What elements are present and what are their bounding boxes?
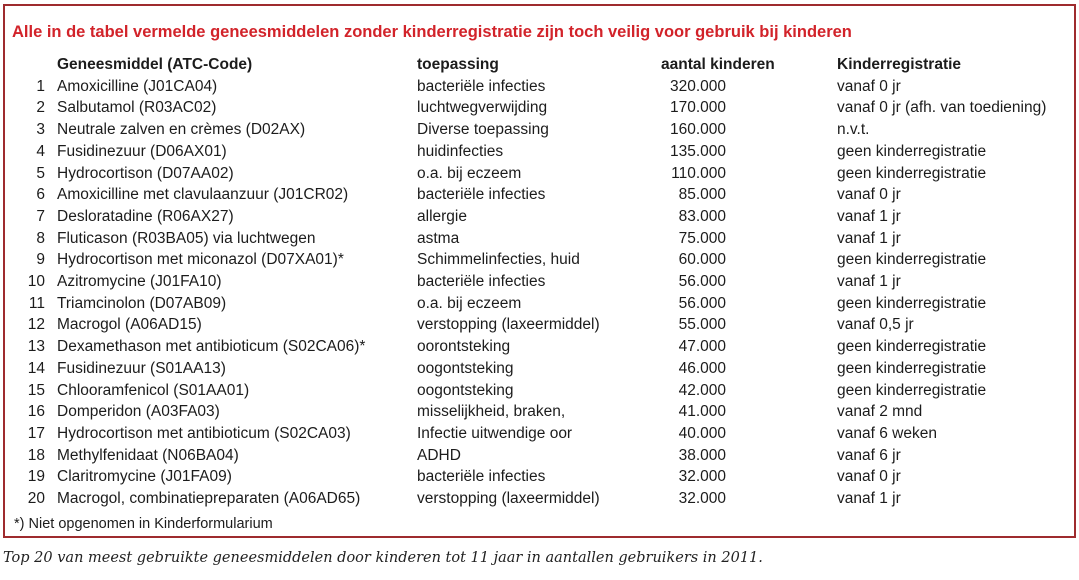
table-row (5, 228, 1074, 250)
registration: vanaf 0 jr (837, 77, 901, 95)
drug-name: Neutrale zalven en crèmes (D02AX) (57, 121, 306, 139)
table-row (5, 271, 1074, 293)
table-body (5, 76, 1074, 510)
child-count: 56.000 (678, 294, 726, 312)
table-row (5, 184, 1074, 206)
row-gap (45, 445, 57, 467)
application: bacteriële infecties (417, 273, 546, 291)
row-number: 3 (36, 121, 45, 139)
table-row (5, 76, 1074, 98)
drug-name: Fusidinezuur (D06AX01) (57, 142, 227, 160)
child-count: 42.000 (678, 381, 726, 399)
registration: vanaf 1 jr (837, 229, 901, 247)
child-count: 32.000 (678, 468, 726, 486)
drug-name: Macrogol, combinatiepreparaten (A06AD65) (57, 490, 361, 508)
row-number: 5 (36, 164, 45, 182)
application: luchtwegverwijding (417, 99, 548, 117)
application: ADHD (417, 446, 461, 464)
row-gap (45, 76, 57, 98)
column-header-geneesmiddel: Geneesmiddel (ATC-Code) (57, 56, 253, 73)
table-row (5, 358, 1074, 380)
row-gap (45, 184, 57, 206)
application: bacteriële infecties (417, 468, 546, 486)
registration: vanaf 0 jr (837, 186, 901, 204)
application: Diverse toepassing (417, 121, 549, 139)
row-number: 8 (36, 229, 45, 247)
drug-name: Methylfenidaat (N06BA04) (57, 446, 239, 464)
row-number: 9 (36, 251, 45, 269)
registration: vanaf 2 mnd (837, 403, 923, 421)
registration: vanaf 6 jr (837, 446, 901, 464)
table-row (5, 141, 1074, 163)
drug-name: Salbutamol (R03AC02) (57, 99, 217, 117)
child-count: 55.000 (678, 316, 726, 334)
row-gap (45, 358, 57, 380)
drug-name: Fluticason (R03BA05) via luchtwegen (57, 229, 316, 247)
row-gap (45, 271, 57, 293)
child-count: 170.000 (669, 99, 726, 117)
column-header-kinderregistratie: Kinderregistratie (837, 56, 962, 73)
row-gap (45, 401, 57, 423)
row-number: 17 (27, 424, 45, 442)
drug-name: Domperidon (A03FA03) (57, 403, 220, 421)
application: astma (417, 229, 460, 247)
drug-name: Macrogol (A06AD15) (57, 316, 202, 334)
row-gap (45, 206, 57, 228)
child-count: 40.000 (678, 424, 726, 442)
application: allergie (417, 207, 467, 225)
drug-name: Chlooramfenicol (S01AA01) (57, 381, 250, 399)
table-row (5, 97, 1074, 119)
child-count: 38.000 (678, 446, 726, 464)
row-number: 15 (27, 381, 45, 399)
row-number: 14 (27, 359, 45, 377)
column-header-toepassing: toepassing (417, 56, 499, 73)
registration: vanaf 1 jr (837, 273, 901, 291)
drug-name: Triamcinolon (D07AB09) (57, 294, 227, 312)
row-gap (45, 380, 57, 402)
application: o.a. bij eczeem (417, 294, 522, 312)
row-number: 6 (36, 186, 45, 204)
row-gap (45, 466, 57, 488)
application: verstopping (laxeermiddel) (417, 490, 600, 508)
row-gap (45, 228, 57, 250)
child-count: 47.000 (678, 338, 726, 356)
child-count: 41.000 (678, 403, 726, 421)
row-gap (45, 314, 57, 336)
drug-name: Dexamethason met antibioticum (S02CA06)* (57, 338, 366, 356)
drug-name: Amoxicilline (J01CA04) (57, 77, 218, 95)
registration: vanaf 0 jr (837, 468, 901, 486)
drug-name: Hydrocortison met miconazol (D07XA01)* (57, 251, 344, 269)
child-count: 46.000 (678, 359, 726, 377)
table-row (5, 293, 1074, 315)
registration: vanaf 0 jr (afh. van toediening) (837, 99, 1047, 117)
row-gap (45, 423, 57, 445)
row-number: 4 (36, 142, 45, 160)
row-number: 11 (28, 294, 45, 312)
child-count: 56.000 (678, 273, 726, 291)
row-number: 18 (27, 446, 45, 464)
application: oogontsteking (417, 381, 514, 399)
table-row (5, 336, 1074, 358)
table-row (5, 466, 1074, 488)
registration: n.v.t. (837, 121, 870, 139)
table-row (5, 206, 1074, 228)
table-row (5, 380, 1074, 402)
application: o.a. bij eczeem (417, 164, 522, 182)
drug-name: Fusidinezuur (S01AA13) (57, 359, 226, 377)
registration: geen kinderregistratie (837, 359, 987, 377)
child-count: 135.000 (669, 142, 726, 160)
registration: geen kinderregistratie (837, 294, 987, 312)
child-count: 320.000 (669, 77, 726, 95)
registration: vanaf 1 jr (837, 490, 901, 508)
application: bacteriële infecties (417, 186, 546, 204)
application: oogontsteking (417, 359, 514, 377)
child-count: 83.000 (678, 207, 726, 225)
application: verstopping (laxeermiddel) (417, 316, 600, 334)
table-row (5, 488, 1074, 510)
child-count: 32.000 (678, 490, 726, 508)
row-gap (45, 293, 57, 315)
table-row (5, 119, 1074, 141)
drug-name: Amoxicilline met clavulaanzuur (J01CR02) (57, 186, 349, 204)
row-number: 19 (27, 468, 45, 486)
header-gap (45, 54, 57, 76)
registration: vanaf 1 jr (837, 207, 901, 225)
table-row (5, 401, 1074, 423)
row-gap (45, 97, 57, 119)
row-number: 7 (36, 207, 45, 225)
registration: geen kinderregistratie (837, 338, 987, 356)
row-number: 13 (27, 338, 45, 356)
row-gap (45, 249, 57, 271)
application: bacteriële infecties (417, 77, 546, 95)
table-header-row (5, 54, 1074, 76)
row-gap (45, 336, 57, 358)
registration: geen kinderregistratie (837, 251, 987, 269)
row-number: 10 (27, 273, 45, 291)
registration: geen kinderregistratie (837, 381, 987, 399)
table-row (5, 445, 1074, 467)
header-number-spacer (5, 54, 45, 76)
table-row (5, 163, 1074, 185)
row-number: 2 (36, 99, 45, 117)
figure-caption: Top 20 van meest gebruikte geneesmiddelen door kinderen tot 11 jaar in aantallen gebruikers in 2011. (3, 550, 763, 566)
application: huidinfecties (417, 142, 504, 160)
row-number: 12 (27, 316, 45, 334)
medicines-table (3, 4, 1076, 538)
child-count: 60.000 (678, 251, 726, 269)
table-row (5, 423, 1074, 445)
table-row (5, 314, 1074, 336)
row-number: 1 (36, 77, 45, 95)
row-gap (45, 163, 57, 185)
application: oorontsteking (417, 338, 511, 356)
registration: geen kinderregistratie (837, 164, 987, 182)
row-number: 20 (27, 490, 45, 508)
registration: vanaf 6 weken (837, 424, 937, 442)
column-header-aantal-kinderen: aantal kinderen (661, 56, 775, 73)
drug-name: Desloratadine (R06AX27) (57, 207, 234, 225)
drug-name: Hydrocortison met antibioticum (S02CA03) (57, 424, 351, 442)
application: Infectie uitwendige oor (417, 424, 573, 442)
drug-name: Hydrocortison (D07AA02) (57, 164, 234, 182)
row-gap (45, 119, 57, 141)
child-count: 85.000 (678, 186, 726, 204)
registration: vanaf 0,5 jr (837, 316, 914, 334)
footnote: *) Niet opgenomen in Kinderformularium (14, 515, 273, 532)
child-count: 110.000 (671, 164, 726, 182)
application: Schimmelinfecties, huid (417, 251, 580, 269)
child-count: 75.000 (678, 229, 726, 247)
row-number: 16 (27, 403, 45, 421)
drug-name: Claritromycine (J01FA09) (57, 468, 232, 486)
drug-name: Azitromycine (J01FA10) (57, 273, 222, 291)
child-count: 160.000 (669, 121, 726, 139)
registration: geen kinderregistratie (837, 142, 987, 160)
row-gap (45, 488, 57, 510)
application: misselijkheid, braken, (417, 403, 566, 421)
table-title: Alle in de tabel vermelde geneesmiddelen zonder kinderregistratie zijn toch veilig voor gebruik bij kinderen (12, 23, 852, 41)
row-gap (45, 141, 57, 163)
table-row (5, 249, 1074, 271)
